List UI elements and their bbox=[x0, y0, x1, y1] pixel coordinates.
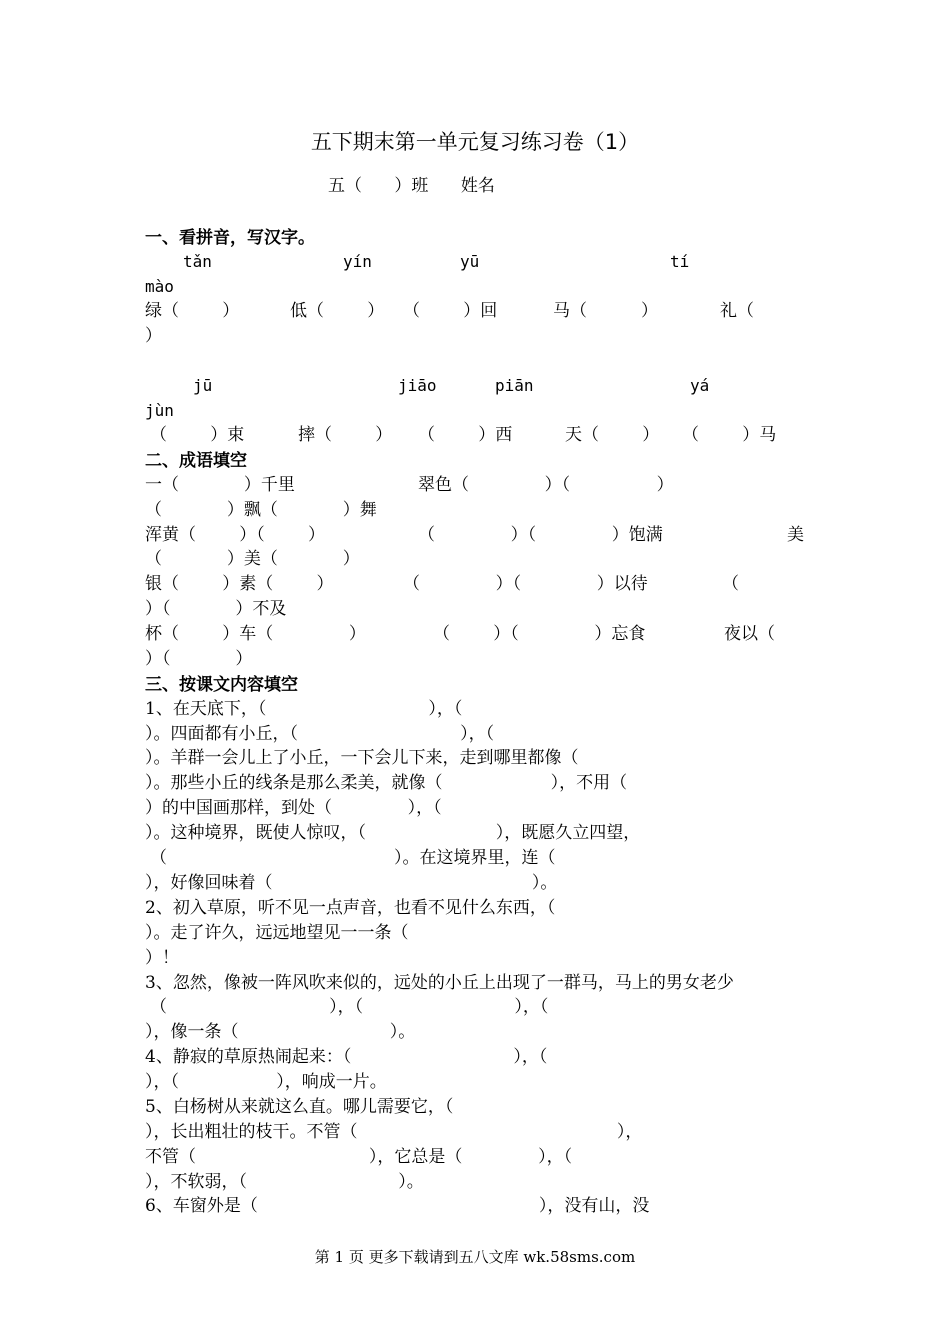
text-line: ），不软弱，（ ）。 bbox=[145, 1172, 424, 1192]
text-line: （ ）。在这境界里，连（ bbox=[150, 848, 556, 868]
idiom-blank: ）（ ） bbox=[145, 649, 253, 669]
idiom-blank: （ bbox=[722, 574, 739, 594]
text-line: ）。羊群一会儿上了小丘，一下会儿下来，走到哪里都像（ bbox=[145, 748, 579, 768]
idiom-blank: （ ）（ ）忘食 bbox=[433, 624, 646, 644]
idiom-blank: 浑黄（ ）（ ） bbox=[145, 525, 325, 545]
text-line: （ ），（ ），（ bbox=[150, 997, 549, 1017]
word-blank: 低（ ） bbox=[290, 301, 385, 321]
idiom-blank: 银（ ）素（ ） bbox=[145, 574, 334, 594]
word-blank: （ ）回 bbox=[403, 301, 498, 321]
page-title: 五下期末第一单元复习练习卷（1） bbox=[310, 130, 640, 154]
text-line: ），好像回味着（ ）。 bbox=[145, 873, 558, 893]
pinyin: jiāo bbox=[398, 376, 437, 395]
word-blank: （ ）马 bbox=[682, 425, 777, 445]
section3-heading: 三、按课文内容填空 bbox=[145, 675, 298, 695]
text-line: 5、白杨树从来就这么直。哪儿需要它，（ bbox=[145, 1097, 454, 1117]
text-line: ）。走了许久，远远地望见一一条（ bbox=[145, 923, 409, 943]
idiom-blank: （ ）（ ）饱满 bbox=[418, 525, 663, 545]
idiom-blank: 翠色（ ）（ ） bbox=[418, 475, 674, 495]
pinyin: yín bbox=[343, 252, 372, 271]
idiom-blank: ）（ ）不及 bbox=[145, 599, 287, 619]
text-line: 2、初入草原，听不见一点声音，也看不见什么东西，（ bbox=[145, 898, 556, 918]
idiom-blank: 夜以（ bbox=[724, 624, 775, 644]
idiom-blank: 一（ ）千里 bbox=[145, 475, 295, 495]
idiom-blank: 美 bbox=[787, 525, 804, 545]
word-blank: 摔（ ） bbox=[298, 425, 393, 445]
pinyin: jùn bbox=[145, 401, 174, 420]
pinyin: tǎn bbox=[183, 252, 212, 271]
word-blank: ） bbox=[145, 326, 162, 346]
text-line: ）。四面都有小丘，（ ），（ bbox=[145, 724, 495, 744]
class-name-line: 五（ ）班 姓名 bbox=[328, 176, 495, 196]
section1-heading: 一、看拼音，写汉字。 bbox=[145, 228, 315, 248]
text-line: 不管（ ），它总是（ ），（ bbox=[145, 1147, 573, 1167]
word-blank: 天（ ） bbox=[565, 425, 660, 445]
text-line: ）的中国画那样，到处（ ），（ bbox=[145, 798, 442, 818]
text-line: ），长出粗壮的枝干。不管（ ）， bbox=[145, 1122, 643, 1142]
pinyin: jū bbox=[193, 376, 213, 395]
text-line: 4、静寂的草原热闹起来：（ ），（ bbox=[145, 1047, 548, 1067]
idiom-blank: （ ）（ ）以待 bbox=[403, 574, 648, 594]
pinyin: mào bbox=[145, 277, 174, 296]
idiom-blank: 杯（ ）车（ ） bbox=[145, 624, 366, 644]
page-footer: 第 1 页 更多下载请到五八文库 wk.58sms.com bbox=[314, 1248, 636, 1266]
word-blank: 礼（ bbox=[720, 301, 754, 321]
idiom-blank: （ ）飘（ ）舞 bbox=[145, 500, 377, 520]
pinyin: yá bbox=[690, 376, 710, 395]
idiom-blank: （ ）美（ ） bbox=[145, 549, 360, 569]
text-line: ）！ bbox=[145, 948, 179, 968]
text-line: ）。这种境界，既使人惊叹，（ ），既愿久立四望， bbox=[145, 823, 641, 843]
word-blank: （ ）束 bbox=[150, 425, 245, 445]
pinyin: tí bbox=[670, 252, 690, 271]
text-line: ）。那些小丘的线条是那么柔美，就像（ ），不用（ bbox=[145, 773, 628, 793]
text-line: 1、在天底下，（ ），（ bbox=[145, 699, 463, 719]
word-blank: 绿（ ） bbox=[145, 301, 240, 321]
text-line: ），（ ），响成一片。 bbox=[145, 1072, 387, 1092]
text-line: ），像一条（ ）。 bbox=[145, 1022, 416, 1042]
pinyin: piān bbox=[495, 376, 534, 395]
text-line: 6、车窗外是（ ），没有山，没 bbox=[145, 1196, 650, 1216]
pinyin: yū bbox=[460, 252, 480, 271]
word-blank: 马（ ） bbox=[553, 301, 659, 321]
text-line: 3、忽然，像被一阵风吹来似的，远处的小丘上出现了一群马，马上的男女老少 bbox=[145, 973, 734, 993]
word-blank: （ ）西 bbox=[418, 425, 513, 445]
section2-heading: 二、成语填空 bbox=[145, 451, 247, 471]
